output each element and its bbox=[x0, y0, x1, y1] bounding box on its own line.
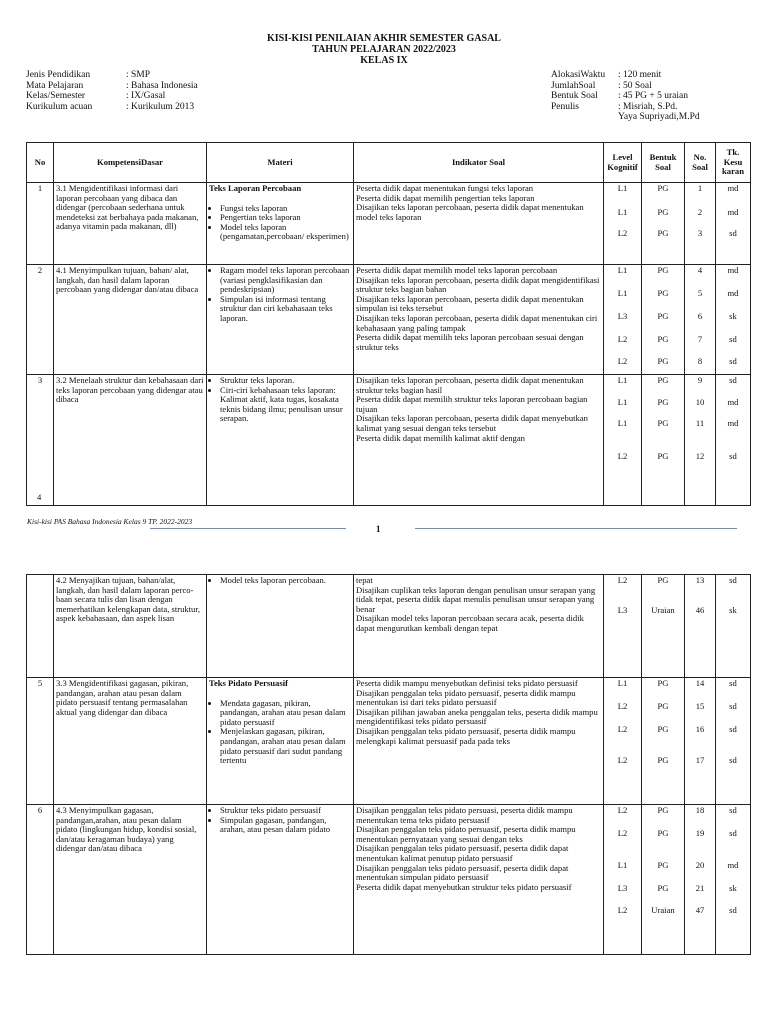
info-label: JumlahSoal bbox=[551, 80, 596, 91]
row-number: 5 bbox=[37, 678, 43, 688]
bentuk-value: PG bbox=[657, 356, 669, 367]
level-value: L2 bbox=[617, 575, 628, 585]
nosoal-value: 47 bbox=[695, 905, 705, 916]
bentuk-value: PG bbox=[657, 206, 669, 217]
cell-tk bbox=[716, 265, 751, 375]
info-row bbox=[551, 91, 700, 102]
nosoal-value: 4 bbox=[697, 265, 703, 275]
level-value: L2 bbox=[617, 905, 628, 916]
bentuk-value: Uraian bbox=[651, 905, 675, 916]
cell-tk bbox=[716, 805, 751, 955]
materi-list bbox=[209, 266, 351, 324]
info-row bbox=[551, 70, 700, 81]
cell-indikator bbox=[354, 375, 604, 506]
indikator-item: Disajikan teks laporan percobaan, peserta didik dapat menyebutkan kalimat yang sesuai dengan teks tersebut bbox=[356, 413, 588, 433]
indikator-item: Disajikan penggalan teks pidato persuasif, peserta didik mampu menentukan isi dari teks pidato persuasif bbox=[356, 687, 576, 708]
info-value: : 50 Soal bbox=[618, 80, 652, 91]
tk-value: sd bbox=[729, 805, 737, 815]
nosoal-value: 9 bbox=[697, 375, 703, 385]
col-tk: Tk. Kesu karan bbox=[716, 143, 751, 183]
tk-value: sd bbox=[729, 754, 737, 765]
cell-no bbox=[27, 265, 54, 375]
tk-value: sd bbox=[729, 678, 737, 688]
nosoal-value: 13 bbox=[695, 575, 705, 585]
bentuk-value: Uraian bbox=[651, 604, 675, 615]
table-row bbox=[27, 678, 751, 805]
level-value: L1 bbox=[617, 183, 628, 193]
bentuk-value: PG bbox=[657, 450, 669, 461]
nosoal-value: 16 bbox=[695, 724, 705, 735]
col-nosoal: No. Soal bbox=[685, 143, 716, 183]
kisi-table-page2 bbox=[26, 574, 751, 955]
col-materi: Materi bbox=[207, 143, 354, 183]
info-label: Kelas/Semester bbox=[26, 91, 86, 101]
tk-value: sd bbox=[729, 450, 737, 461]
materi-item: • Pengertian teks laporan bbox=[220, 213, 351, 223]
materi-item: • Struktur teks pidato persuasif bbox=[220, 806, 351, 816]
materi-item: • Ciri-ciri kebahasaan teks laporan: Kalimat aktif, kata tugas, kosakata teknis bidang ilmu; penulisan unsur serapan. bbox=[220, 386, 351, 424]
col-no: No bbox=[27, 143, 54, 183]
level-value: L1 bbox=[617, 287, 628, 298]
nosoal-value: 8 bbox=[697, 356, 703, 367]
indikator-item: melengkapi kalimat persuasif pada pada teks bbox=[356, 735, 510, 746]
cell-level bbox=[604, 805, 642, 955]
info-label: Bentuk Soal bbox=[551, 91, 598, 101]
indikator-item: Disajikan penggalan teks pidato persuasif, peserta didik mampu menentukan pernyataan yang sesuai dengan teks bbox=[356, 824, 576, 844]
indikator-item: Disajikan teks laporan percobaan, peserta didik dapat menentukan model teks laporan bbox=[356, 202, 584, 222]
cell-level bbox=[604, 575, 642, 678]
nosoal-value: 6 bbox=[697, 311, 703, 322]
level-value: L2 bbox=[617, 805, 628, 815]
kompetensi-text: 4.1 Menyimpulkan tujuan, bahan/ alat, langkah, dan hasil dalam laporan percobaan yang didengar dan/atau dibaca bbox=[56, 265, 199, 295]
indikator-item: Disajikan teks laporan percobaan, peserta didik dapat menentukan ciri kebahasaan yang paling tampak bbox=[356, 312, 598, 333]
cell-nosoal bbox=[685, 265, 716, 375]
info-row bbox=[551, 112, 700, 123]
nosoal-value: 2 bbox=[697, 206, 703, 217]
indikator-item: tepat bbox=[356, 575, 373, 585]
materi-list bbox=[209, 806, 351, 835]
footer-rule-right bbox=[415, 528, 737, 529]
cell-nosoal bbox=[685, 805, 716, 955]
kompetensi-text: 4.2 Menyajikan tujuan, bahan/alat, langkah, dan hasil dalam laporan perco- baan secara tulis dan lisan dengan memerhatikan kelengkapan data, struktur, aspek kebahasaan, dan aspek lisan bbox=[56, 575, 201, 624]
info-value: : IX/Gasal bbox=[126, 91, 166, 101]
level-value: L2 bbox=[617, 827, 628, 838]
cell-kompetensi bbox=[54, 265, 207, 375]
footer-doc-name: Kisi-kisi PAS Bahasa Indonesia Kelas 9 TP. 2022-2023 bbox=[27, 517, 193, 526]
level-value: L2 bbox=[617, 450, 628, 461]
bentuk-value: PG bbox=[657, 827, 669, 838]
info-row bbox=[551, 102, 700, 113]
nosoal-value: 19 bbox=[695, 827, 705, 838]
cell-materi bbox=[207, 265, 354, 375]
nosoal-value: 7 bbox=[697, 333, 703, 344]
bentuk-value: PG bbox=[657, 183, 669, 193]
indikator-item: Peserta didik dapat memilih kalimat aktif dengan bbox=[356, 432, 525, 443]
bentuk-value: PG bbox=[657, 375, 669, 385]
table-row bbox=[27, 265, 751, 375]
info-value: : Bahasa Indonesia bbox=[126, 80, 198, 91]
cell-tk bbox=[716, 678, 751, 805]
col-bentuk: Bentuk Soal bbox=[642, 143, 685, 183]
bentuk-value: PG bbox=[657, 228, 669, 239]
cell-level bbox=[604, 265, 642, 375]
level-value: L1 bbox=[617, 206, 628, 217]
nosoal-value: 21 bbox=[695, 882, 705, 893]
info-value: : 45 PG + 5 uraian bbox=[618, 91, 689, 101]
cell-nosoal bbox=[685, 375, 716, 506]
materi-item: • Model teks laporan percobaan. bbox=[220, 576, 351, 586]
level-value: L2 bbox=[617, 228, 628, 239]
cell-materi bbox=[207, 575, 354, 678]
tk-value: sd bbox=[729, 333, 737, 344]
indikator-item: Disajikan cuplikan teks laporan dengan penulisan unsur serapan yang tidak tepat, peserta didik dapat menulis penulisan unsur serapan yang benar bbox=[356, 584, 596, 614]
level-value: L2 bbox=[617, 724, 628, 735]
table-row bbox=[27, 575, 751, 678]
cell-kompetensi bbox=[54, 375, 207, 506]
level-value: L1 bbox=[617, 265, 628, 275]
nosoal-value: 14 bbox=[695, 678, 705, 688]
col-kd: KompetensiDasar bbox=[54, 143, 207, 183]
cell-no bbox=[27, 183, 54, 265]
kisi-table-page1 bbox=[26, 142, 751, 506]
col-indikator: Indikator Soal bbox=[354, 143, 604, 183]
tk-value: sk bbox=[729, 311, 737, 322]
cell-level bbox=[604, 375, 642, 506]
bentuk-value: PG bbox=[657, 700, 669, 711]
kompetensi-text: 3.3 Mengidentifikasi gagasan, pikiran, pandangan, arahan atau pesan dalam pidato persuasif tentang permasalahan aktual yang didengar dan dibaca bbox=[56, 678, 189, 717]
materi-title: Teks Pidato Persuasif bbox=[209, 678, 288, 688]
cell-nosoal bbox=[685, 678, 716, 805]
bentuk-value: PG bbox=[657, 754, 669, 765]
indikator-item: Disajikan penggalan teks pidato persuasi, peserta didik mampu menentukan tema teks pidato persuasif bbox=[356, 805, 573, 825]
indikator-item: Peserta didik dapat memilih struktur teks laporan percobaan bagian tujuan bbox=[356, 394, 588, 414]
cell-no bbox=[27, 678, 54, 805]
cell-nosoal bbox=[685, 183, 716, 265]
level-value: L3 bbox=[617, 882, 628, 893]
tk-value: sd bbox=[729, 905, 737, 916]
info-value: : 120 menit bbox=[618, 70, 662, 80]
cell-kompetensi bbox=[54, 805, 207, 955]
tk-value: sd bbox=[729, 228, 737, 239]
indikator-item: Disajikan teks laporan percobaan, peserta didik dapat menentukan struktur teks bagian hasil bbox=[356, 375, 584, 395]
cell-indikator bbox=[354, 678, 604, 805]
nosoal-value: 20 bbox=[695, 860, 705, 871]
info-row bbox=[26, 81, 198, 92]
cell-tk bbox=[716, 183, 751, 265]
bentuk-value: PG bbox=[657, 265, 669, 275]
info-value: : Kurikulum 2013 bbox=[126, 101, 195, 112]
cell-bentuk bbox=[642, 575, 685, 678]
materi-list bbox=[209, 376, 351, 424]
cell-no bbox=[27, 375, 54, 506]
indikator-item: Disajikan model teks laporan percobaan secara acak, peserta didik dapat mengurutkan kembali dengan tepat bbox=[356, 613, 584, 633]
kompetensi-text: 3.2 Menelaah struktur dan kebahasaan dari teks laporan percobaan yang didengar atau dibaca bbox=[56, 375, 204, 405]
nosoal-value: 1 bbox=[697, 183, 703, 193]
nosoal-value: 11 bbox=[695, 418, 705, 429]
level-value: L2 bbox=[617, 333, 628, 344]
tk-value: md bbox=[727, 860, 739, 871]
tk-value: md bbox=[727, 183, 739, 193]
cell-indikator bbox=[354, 805, 604, 955]
materi-list bbox=[209, 204, 351, 242]
tk-value: sd bbox=[729, 700, 737, 711]
bentuk-value: PG bbox=[657, 575, 669, 585]
info-label: AlokasiWaktu bbox=[551, 70, 606, 80]
nosoal-value: 10 bbox=[695, 396, 705, 407]
row-number-extra: 4 bbox=[37, 492, 42, 503]
bentuk-value: PG bbox=[657, 805, 669, 815]
bentuk-value: PG bbox=[657, 860, 669, 871]
info-right bbox=[551, 70, 700, 123]
cell-level bbox=[604, 183, 642, 265]
col-level: Level Kognitif bbox=[604, 143, 642, 183]
cell-bentuk bbox=[642, 678, 685, 805]
tk-value: sk bbox=[729, 604, 737, 615]
cell-materi bbox=[207, 183, 354, 265]
kompetensi-text: 3.1 Mengidentifikasi informasi dari laporan percobaan yang dibaca dan didengar (percobaan sederhana untuk mendeteksi zat berbahaya pada makanan, adanya vitamin pada makanan, dll) bbox=[56, 183, 199, 232]
bentuk-value: PG bbox=[657, 287, 669, 298]
tk-value: md bbox=[727, 287, 739, 298]
materi-item: • Simpulan isi informasi tentang struktur dan ciri kebahasaan teks laporan. bbox=[220, 295, 351, 324]
materi-item: • Struktur teks laporan. bbox=[220, 376, 351, 386]
info-label: Jenis Pendidikan bbox=[26, 70, 91, 80]
level-value: L3 bbox=[617, 311, 628, 322]
info-label: Mata Pelajaran bbox=[26, 80, 84, 91]
page-number: 1 bbox=[376, 524, 381, 534]
materi-item: • Ragam model teks laporan percobaan (variasi pengklasifikasian dan pendeskripsian) bbox=[220, 266, 351, 295]
doc-subtitle-class: KELAS IX bbox=[360, 55, 408, 66]
bentuk-value: PG bbox=[657, 724, 669, 735]
info-row bbox=[26, 91, 198, 102]
tk-value: md bbox=[727, 418, 739, 429]
table-row bbox=[27, 805, 751, 955]
materi-list bbox=[209, 576, 351, 586]
cell-kompetensi bbox=[54, 575, 207, 678]
nosoal-value: 12 bbox=[695, 450, 705, 461]
cell-materi bbox=[207, 805, 354, 955]
level-value: L2 bbox=[617, 356, 628, 367]
indikator-item: Peserta didik dapat memilih model teks laporan percobaan bbox=[356, 265, 558, 275]
table-row bbox=[27, 375, 751, 506]
cell-bentuk bbox=[642, 375, 685, 506]
indikator-item: Peserta didik dapat menentukan fungsi teks laporan bbox=[356, 183, 534, 193]
bentuk-value: PG bbox=[657, 678, 669, 688]
cell-no bbox=[27, 805, 54, 955]
info-value: : SMP bbox=[126, 70, 151, 80]
level-value: L1 bbox=[617, 375, 628, 385]
table-row bbox=[27, 183, 751, 265]
cell-no bbox=[27, 575, 54, 678]
indikator-item: Peserta didik dapat menyebutkan struktur teks pidato persuasif bbox=[356, 881, 572, 892]
cell-bentuk bbox=[642, 805, 685, 955]
indikator-item: Disajikan teks laporan percobaan, peserta didik dapat mengidentifikasi struktur teks bagian bahan bbox=[356, 274, 600, 295]
info-value: : Misriah, S.Pd. bbox=[618, 101, 678, 112]
cell-indikator bbox=[354, 575, 604, 678]
materi-item: • Mendata gagasan, pikiran, pandangan, arahan atau pesan dalam pidato persuasif bbox=[220, 699, 351, 728]
level-value: L1 bbox=[617, 418, 628, 429]
materi-title: Teks Laporan Percobaan bbox=[209, 183, 302, 193]
nosoal-value: 3 bbox=[697, 228, 703, 239]
cell-indikator bbox=[354, 265, 604, 375]
level-value: L1 bbox=[617, 860, 628, 871]
tk-value: sk bbox=[729, 882, 737, 893]
indikator-item: Peserta didik mampu menyebutkan definisi teks pidato persuasif bbox=[356, 678, 578, 688]
tk-value: sd bbox=[729, 724, 737, 735]
info-label bbox=[551, 112, 618, 123]
indikator-item: Disajikan penggalan teks pidato persuasif, peserta didik dapat menentukan kalimat penutup pidato persuasif bbox=[356, 843, 569, 863]
cell-indikator bbox=[354, 183, 604, 265]
materi-item: • Fungsi teks laporan bbox=[220, 204, 351, 214]
bentuk-value: PG bbox=[657, 882, 669, 893]
cell-kompetensi bbox=[54, 678, 207, 805]
doc-subtitle-year: TAHUN PELAJARAN 2022/2023 bbox=[312, 44, 456, 55]
materi-item: • Model teks laporan (pengamatan,percobaan/ eksperimen) bbox=[220, 223, 351, 242]
materi-item: • Menjelaskan gagasan, pikiran, pandangan, arahan atau pesan dalam pidato persuasif dari sudut pandang tertentu bbox=[220, 727, 351, 765]
info-value: Yaya Supriyadi,M.Pd bbox=[618, 112, 700, 122]
tk-value: sd bbox=[729, 356, 737, 367]
tk-value: md bbox=[727, 206, 739, 217]
cell-materi bbox=[207, 375, 354, 506]
cell-tk bbox=[716, 375, 751, 506]
cell-materi bbox=[207, 678, 354, 805]
row-number: 1 bbox=[37, 183, 43, 193]
cell-kompetensi bbox=[54, 183, 207, 265]
kompetensi-text: 4.3 Menyimpulkan gagasan, pandangan,arahan, atau pesan dalam pidato (lingkungan hidup, kondisi sosial, dan/atau keragaman budaya) yang didengar dan/atau dibaca bbox=[56, 805, 197, 854]
level-value: L2 bbox=[617, 700, 628, 711]
cell-tk bbox=[716, 575, 751, 678]
tk-value: sd bbox=[729, 827, 737, 838]
materi-list bbox=[209, 699, 351, 766]
cell-bentuk bbox=[642, 265, 685, 375]
info-row bbox=[26, 102, 198, 113]
indikator-item: Disajikan teks laporan percobaan, peserta didik dapat menentukan simpulan isi teks tersebut bbox=[356, 293, 584, 314]
cell-nosoal bbox=[685, 575, 716, 678]
doc-title: KISI-KISI PENILAIAN AKHIR SEMESTER GASAL bbox=[267, 33, 501, 44]
indikator-item: Disajikan pilihan jawaban aneka penggalan teks, peserta didik mampu mengidentifikasi teks pidato persuasif bbox=[356, 706, 598, 727]
row-number: 6 bbox=[37, 805, 43, 815]
info-label: Penulis bbox=[551, 101, 579, 112]
bentuk-value: PG bbox=[657, 418, 669, 429]
level-value: L1 bbox=[617, 678, 628, 688]
tk-value: md bbox=[727, 396, 739, 407]
tk-value: sd bbox=[729, 575, 737, 585]
info-left bbox=[26, 70, 198, 112]
bentuk-value: PG bbox=[657, 333, 669, 344]
indikator-item: Peserta didik dapat memilih pengertian teks laporan bbox=[356, 192, 535, 203]
info-label: Kurikulum acuan bbox=[26, 101, 93, 112]
indikator-item: Disajikan penggalan teks pidato persuasif, peserta didik mampu bbox=[356, 725, 576, 736]
nosoal-value: 15 bbox=[695, 700, 705, 711]
info-row bbox=[551, 81, 700, 92]
indikator-item: Peserta didik dapat memilih teks laporan percobaan sesuai dengan struktur teks bbox=[356, 332, 584, 352]
info-row bbox=[26, 70, 198, 81]
nosoal-value: 18 bbox=[695, 805, 705, 815]
cell-level bbox=[604, 678, 642, 805]
cell-bentuk bbox=[642, 183, 685, 265]
nosoal-value: 17 bbox=[695, 754, 705, 765]
level-value: L1 bbox=[617, 396, 628, 407]
nosoal-value: 5 bbox=[697, 287, 703, 298]
bentuk-value: PG bbox=[657, 396, 669, 407]
tk-value: md bbox=[727, 265, 739, 275]
nosoal-value: 46 bbox=[695, 604, 705, 615]
row-number: 3 bbox=[37, 375, 43, 385]
tk-value: sd bbox=[729, 375, 737, 385]
bentuk-value: PG bbox=[657, 311, 669, 322]
row-number: 2 bbox=[37, 265, 43, 275]
materi-item: • Simpulan gagasan, pandangan, arahan, atau pesan dalam pidato bbox=[220, 816, 351, 835]
indikator-item: Disajikan penggalan teks pidato persuasif, peserta didik dapat menentukan simpulan pidato persuasif bbox=[356, 862, 569, 883]
level-value: L2 bbox=[617, 754, 628, 765]
level-value: L3 bbox=[617, 604, 628, 615]
footer-rule-left bbox=[150, 528, 346, 529]
